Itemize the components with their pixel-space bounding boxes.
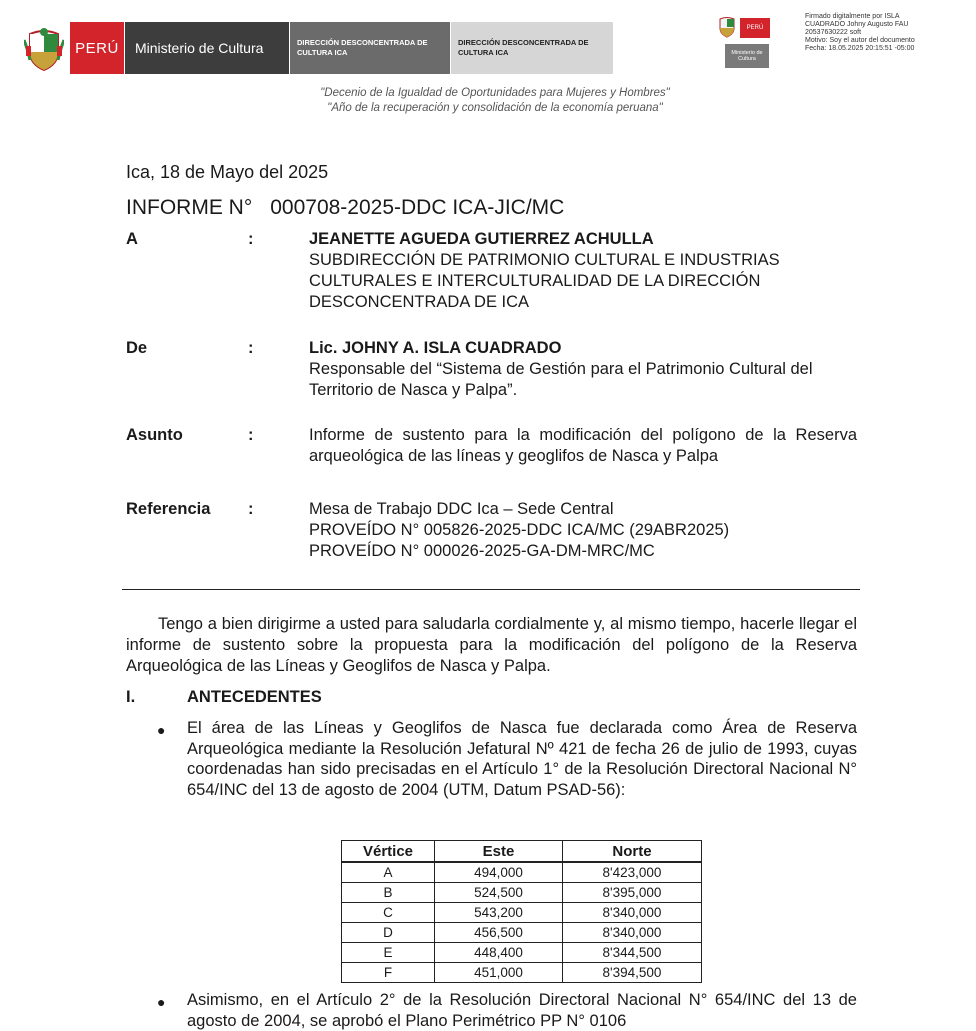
small-ministry-logo: Ministerio de Cultura: [725, 44, 769, 68]
signature-line: Fecha: 18.05.2025 20:15:51 -05:00: [805, 45, 915, 52]
reference-value: [309, 499, 857, 562]
reference-line: Mesa de Trabajo DDC Ica – Sede Central: [309, 500, 614, 518]
signature-line: Motivo: Soy el autor del documento: [805, 37, 915, 44]
document-header: [0, 0, 976, 90]
sender-label: De: [126, 339, 148, 357]
subject-label: Asunto: [126, 426, 183, 444]
table-cell: B: [342, 883, 435, 903]
table-cell: 8'344,500: [563, 943, 702, 963]
table-cell: 451,000: [435, 963, 563, 983]
colon: :: [248, 500, 254, 518]
table-cell: 456,500: [435, 923, 563, 943]
section-title: ANTECEDENTES: [187, 688, 322, 706]
intro-paragraph: Tengo a bien dirigirme a usted para saludarla cordialmente y, al mismo tiempo, hacerle llegar el informe de sustento sobre la propuesta para la modificación del polígono de la Reserva Arqueológica de las Líneas y Geoglifos de Nasca y Palpa.: [126, 615, 857, 675]
table-row: [342, 943, 702, 963]
report-code: 000708-2025-DDC ICA-JIC/MC: [270, 196, 565, 219]
table-cell: 8'394,500: [563, 963, 702, 983]
table-cell: 524,500: [435, 883, 563, 903]
recipient-office-line: CULTURALES E INTERCULTURALIDAD DE LA DIRECCIÓN: [309, 272, 761, 290]
unit-logo-primary: DIRECCIÓN DESCONCENTRADA DE CULTURA ICA: [290, 22, 450, 74]
bullet-paragraph: Asimismo, en el Artículo 2° de la Resolución Directoral Nacional N° 654/INC del 13 de agosto de 2004, se aprobó el Plano Perimétrico PP N° 0106: [187, 991, 857, 1030]
column-header: Este: [435, 841, 563, 863]
motto-line: "Decenio de la Igualdad de Oportunidades para Mujeres y Hombres": [320, 87, 670, 99]
table-cell: 494,000: [435, 862, 563, 883]
table-row: [342, 963, 702, 983]
colon: :: [248, 426, 254, 444]
subject-text: Informe de sustento para la modificación del polígono de la Reserva arqueológica de las líneas y geoglifos de Nasca y Palpa: [309, 426, 857, 465]
coordinates-table: [341, 840, 702, 983]
reference-label: Referencia: [126, 500, 211, 518]
ministry-logo: Ministerio de Cultura: [125, 22, 289, 74]
recipient-name: JEANETTE AGUEDA GUTIERREZ ACHULLA: [309, 230, 654, 248]
signature-line: Firmado digitalmente por ISLA: [805, 13, 900, 20]
coat-of-arms-icon: [24, 26, 64, 72]
table-cell: 8'340,000: [563, 903, 702, 923]
table-row: [342, 903, 702, 923]
colon: :: [248, 230, 254, 248]
sender-role: Responsable del “Sistema de Gestión para el Patrimonio Cultural del Territorio de Nasca y Palpa”.: [309, 360, 813, 399]
signature-seal: [716, 16, 772, 70]
table-cell: D: [342, 923, 435, 943]
small-coat-of-arms-icon: [718, 16, 736, 38]
table-cell: 448,400: [435, 943, 563, 963]
bullet-icon: ●: [157, 722, 166, 738]
table-cell: 8'340,000: [563, 923, 702, 943]
colon: :: [248, 339, 254, 357]
recipient-office-line: DESCONCENTRADA DE ICA: [309, 293, 530, 311]
unit-logo-secondary: DIRECCIÓN DESCONCENTRADA DE CULTURA ICA: [451, 22, 613, 74]
recipient-label: A: [126, 230, 138, 248]
bullet-paragraph: El área de las Líneas y Geoglifos de Nasca fue declarada como Área de Reserva Arqueológica mediante la Resolución Jefatural Nº 421 de fecha 26 de julio de 1993, cuyas coordenadas han sido precisadas en el Artículo 1° de la Resolución Directoral Nacional N° 654/INC del 13 de agosto de 2004 (UTM, Datum PSAD-56):: [187, 719, 857, 799]
table-cell: 543,200: [435, 903, 563, 923]
small-peru-logo: PERÚ: [740, 18, 770, 38]
header-divider: [122, 589, 860, 590]
table-row: [342, 923, 702, 943]
sender-name: Lic. JOHNY A. ISLA CUADRADO: [309, 339, 562, 357]
table-cell: 8'395,000: [563, 883, 702, 903]
column-header: Vértice: [342, 841, 435, 863]
recipient-office-line: SUBDIRECCIÓN DE PATRIMONIO CULTURAL E INDUSTRIAS: [309, 251, 780, 269]
table-cell: F: [342, 963, 435, 983]
document-date: Ica, 18 de Mayo del 2025: [126, 162, 329, 182]
motto-line: "Año de la recuperación y consolidación de la economía peruana": [327, 102, 663, 114]
digital-signature-text: [805, 13, 970, 53]
table-cell: 8'423,000: [563, 862, 702, 883]
section-number: I.: [126, 688, 136, 706]
bullet-icon: ●: [157, 994, 166, 1010]
report-number: [126, 196, 564, 220]
reference-line: PROVEÍDO N° 000026-2025-GA-DM-MRC/MC: [309, 542, 655, 560]
reference-line: PROVEÍDO N° 005826-2025-DDC ICA/MC (29ABR2025): [309, 521, 730, 539]
table-cell: A: [342, 862, 435, 883]
table-row: [342, 883, 702, 903]
sender-value: [309, 338, 857, 401]
recipient-value: [309, 229, 857, 313]
table-header-row: [342, 841, 702, 863]
column-header: Norte: [563, 841, 702, 863]
table-cell: E: [342, 943, 435, 963]
table-cell: C: [342, 903, 435, 923]
peru-logo: PERÚ: [70, 22, 124, 74]
official-mottos: [200, 86, 790, 116]
signature-line: 20537630222 soft: [805, 29, 862, 36]
table-row: [342, 862, 702, 883]
signature-line: CUADRADO Johny Augusto FAU: [805, 21, 909, 28]
report-label: INFORME N°: [126, 196, 253, 219]
